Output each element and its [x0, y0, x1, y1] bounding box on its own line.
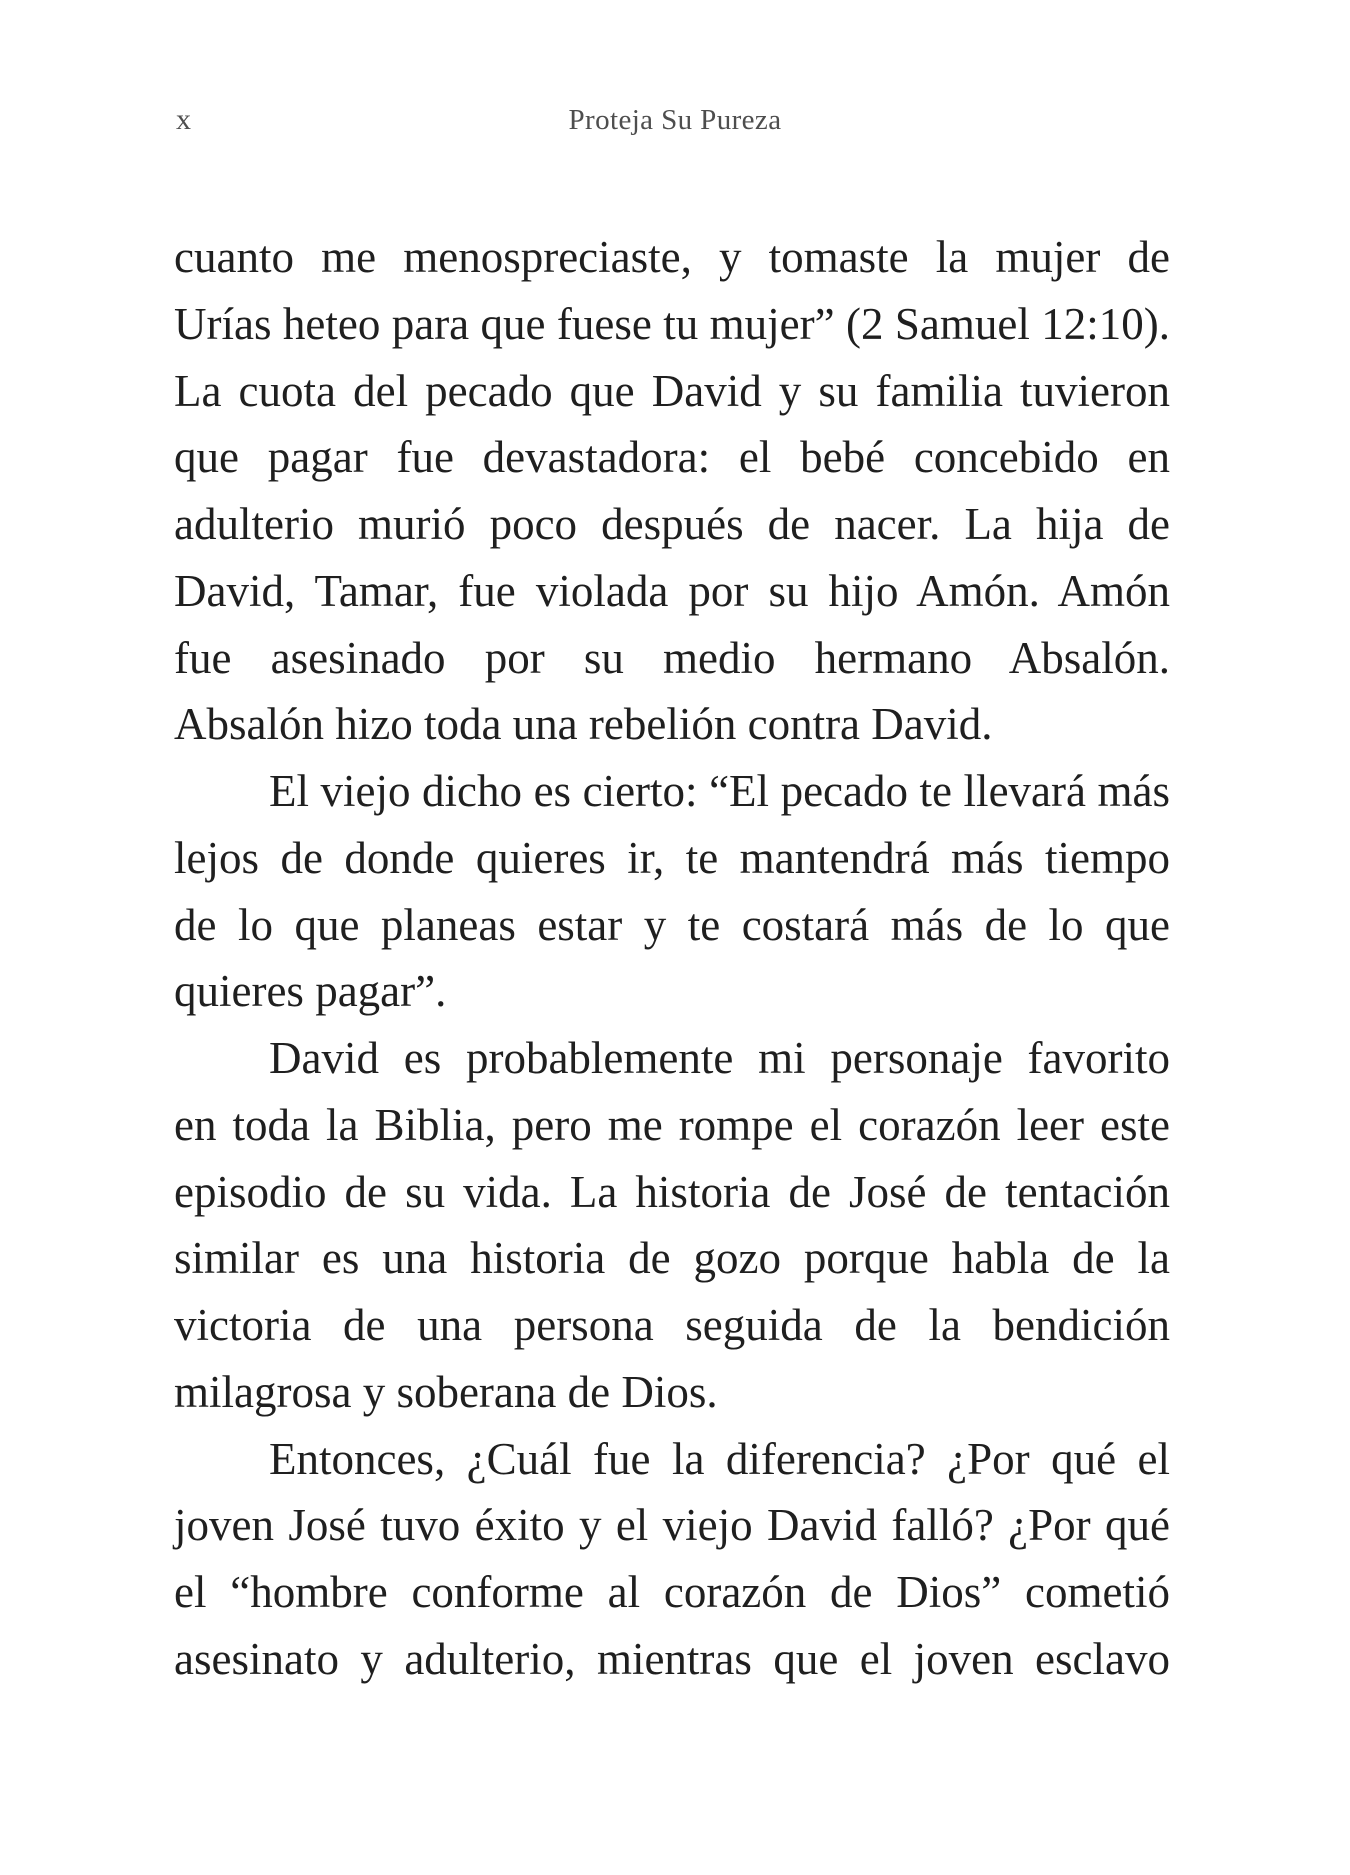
- text-line: joven José tuvo éxito y el viejo David falló? ¿Por qué: [174, 1500, 1170, 1551]
- text-line: episodio de su vida. La historia de José de tentación: [174, 1166, 1170, 1217]
- page-number: x: [176, 103, 191, 136]
- text-line: el “hombre conforme al corazón de Dios” cometió: [174, 1567, 1170, 1617]
- text-line: Absalón hizo toda una rebelión contra David.: [174, 699, 993, 750]
- text-line: quieres pagar”.: [174, 966, 447, 1017]
- text-line: victoria de una persona seguida de la bendición: [174, 1300, 1170, 1350]
- text-line: David es probablemente mi personaje favorito: [269, 1033, 1170, 1083]
- text-line: adulterio murió poco después de nacer. La hija de: [174, 499, 1170, 549]
- body-text: [174, 224, 1170, 1693]
- text-line: asesinato y adulterio, mientras que el joven esclavo: [174, 1633, 1170, 1684]
- paragraph: [174, 758, 1170, 1025]
- paragraph: [174, 224, 1170, 758]
- text-line: La cuota del pecado que David y su familia tuvieron: [174, 365, 1170, 416]
- text-line: Urías heteo para que fuese tu mujer” (2 Samuel 12:10).: [174, 298, 1170, 349]
- text-line: en toda la Biblia, pero me rompe el corazón leer este: [174, 1099, 1170, 1150]
- text-line: similar es una historia de gozo porque habla de la: [174, 1233, 1170, 1284]
- text-line: que pagar fue devastadora: el bebé concebido en: [174, 432, 1170, 483]
- running-title: Proteja Su Pureza: [568, 104, 782, 136]
- paragraph: [174, 1025, 1170, 1426]
- text-line: Entonces, ¿Cuál fue la diferencia? ¿Por qué el: [269, 1433, 1170, 1484]
- text-line: David, Tamar, fue violada por su hijo Amón. Amón: [174, 565, 1170, 616]
- text-line: de lo que planeas estar y te costará más de lo que: [174, 899, 1170, 950]
- text-line: fue asesinado por su medio hermano Absalón.: [174, 632, 1170, 683]
- text-line: milagrosa y soberana de Dios.: [174, 1366, 718, 1417]
- text-line: cuanto me menospreciaste, y tomaste la mujer de: [174, 232, 1170, 282]
- paragraph: [174, 1426, 1170, 1693]
- text-line: El viejo dicho es cierto: “El pecado te llevará más: [269, 766, 1170, 816]
- text-line: lejos de donde quieres ir, te mantendrá más tiempo: [174, 832, 1170, 883]
